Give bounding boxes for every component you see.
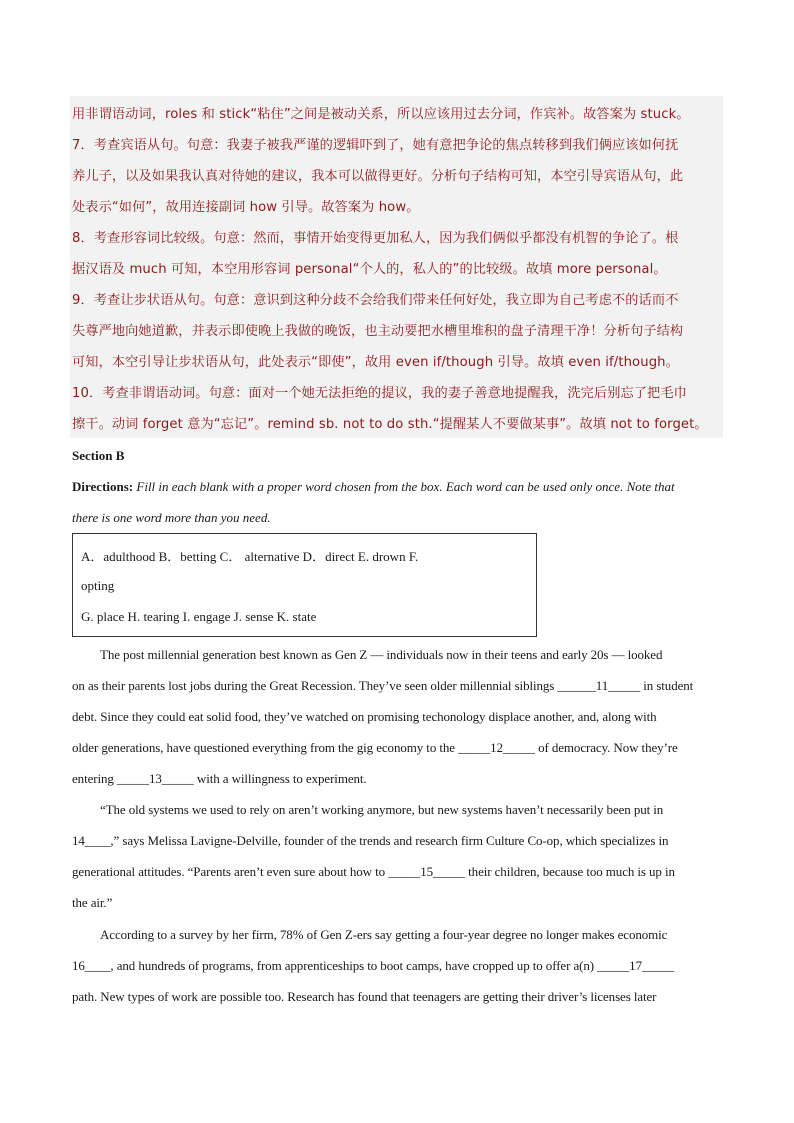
answer-line: 失尊严地向她道歉，并表示即使晚上我做的晚饭，也主动要把水槽里堆积的盘子清理干净！分析句子结构	[72, 324, 684, 339]
answer-line: 可知，本空引导让步状语从句，此处表示“即使”，故用 even if/though 引导。故填 even if/though。	[72, 355, 679, 370]
blank-14: 14____	[72, 833, 111, 848]
directions-line	[72, 502, 724, 533]
answer-line: 养儿子，以及如果我认真对待她的建议，我本可以做得更好。分析句子结构可知，本空引导宾语从句，此	[72, 169, 684, 184]
word-bank-line: opting	[81, 578, 115, 593]
answer-line: 擦干。动词 forget 意为“忘记”。remind sb. not to do sth.“提醒某人不要做某事”。故填 not to forget。	[72, 417, 708, 432]
blank-15: _____15_____	[388, 864, 466, 879]
passage-text: with a willingness to experiment.	[193, 771, 367, 786]
blank-13: _____13_____	[116, 771, 194, 786]
answer-line: 用非谓语动词，roles 和 stick“粘住”之间是被动关系，所以应该用过去分词，作宾补。故答案为 stuck。	[72, 107, 690, 122]
answer-line: 8．考查形容词比较级。句意：然而，事情开始变得更加私人，因为我们俩似乎都没有机智的争论了。根	[72, 231, 679, 246]
passage-line: the air.”	[72, 895, 113, 910]
passage-line	[72, 833, 668, 849]
blank-16: 16____	[72, 958, 111, 973]
passage-line: According to a survey by her firm, 78% of Gen Z-ers say getting a four-year degree no longer makes economic	[100, 927, 668, 942]
passage-text: of democracy. Now they’re	[534, 740, 678, 755]
answer-line: 据汉语及 much 可知，本空用形容词 personal“个人的，私人的”的比较级。故填 more personal。	[72, 262, 667, 277]
answer-line: 10．考查非谓语动词。句意：面对一个她无法拒绝的提议，我的妻子善意地提醒我，洗完后别忘了把毛巾	[72, 386, 687, 401]
passage-line: “The old systems we used to rely on aren’t working anymore, but new systems haven’t necessarily been put in	[100, 802, 664, 817]
passage-text: , and hundreds of programs, from apprenticeships to boot camps, have cropped up to offer a(n)	[110, 958, 595, 973]
passage-line	[72, 678, 693, 694]
passage-line: debt. Since they could eat solid food, they’ve watched on promising techonology displace another, and, along with	[72, 709, 657, 724]
passage-line: The post millennial generation best known as Gen Z — individuals now in their teens and early 20s — looked	[100, 647, 663, 662]
blank-12: _____12_____	[458, 740, 535, 755]
directions-line	[72, 471, 724, 502]
answer-line: 7．考查宾语从句。句意：我妻子被我严谨的逻辑吓到了，她有意把争论的焦点转移到我们俩应该如何抚	[72, 138, 679, 153]
word-bank-line: A．adulthood B．betting C． alternative D．direct E. drown F.	[81, 549, 419, 564]
passage-text: older generations, have questioned everything from the gig economy to the	[72, 740, 455, 755]
passage-text: entering	[72, 771, 114, 786]
passage-line	[72, 740, 678, 756]
directions-label: Directions:	[72, 479, 134, 494]
passage-text: ,” says Melissa Lavigne-Delville, founder of the trends and research firm Culture Co-op, which specializes in	[110, 833, 669, 848]
answer-line: 9．考查让步状语从句。句意：意识到这种分歧不会给我们带来任何好处，我立即为自己考虑不的话而不	[72, 293, 679, 308]
passage-text: generational attitudes. “Parents aren’t even sure about how to	[72, 864, 386, 879]
passage-line	[72, 771, 367, 787]
passage-text: in student	[640, 678, 694, 693]
passage-line	[72, 864, 675, 880]
directions-text: Fill in each blank with a proper word chosen from the box. Each word can be used only once. Note that	[133, 479, 675, 494]
blank-11: ______11_____	[557, 678, 641, 693]
directions-text: there is one word more than you need.	[72, 510, 271, 525]
word-bank-box	[72, 533, 537, 637]
answer-line: 处表示“如何”，故用连接副词 how 引导。故答案为 how。	[72, 200, 420, 215]
section-title: Section B	[72, 448, 125, 463]
passage-text: their children, because too much is up in	[465, 864, 675, 879]
word-bank-line: G. place H. tearing I. engage J. sense K. state	[81, 609, 317, 624]
passage-text: on as their parents lost jobs during the Great Recession. They’ve seen older millennial siblings	[72, 678, 555, 693]
blank-17: _____17_____	[597, 958, 674, 973]
answer-explanations	[70, 96, 723, 438]
passage-line: path. New types of work are possible too. Research has found that teenagers are getting their driver’s licenses later	[72, 989, 657, 1004]
passage-line	[72, 958, 674, 974]
